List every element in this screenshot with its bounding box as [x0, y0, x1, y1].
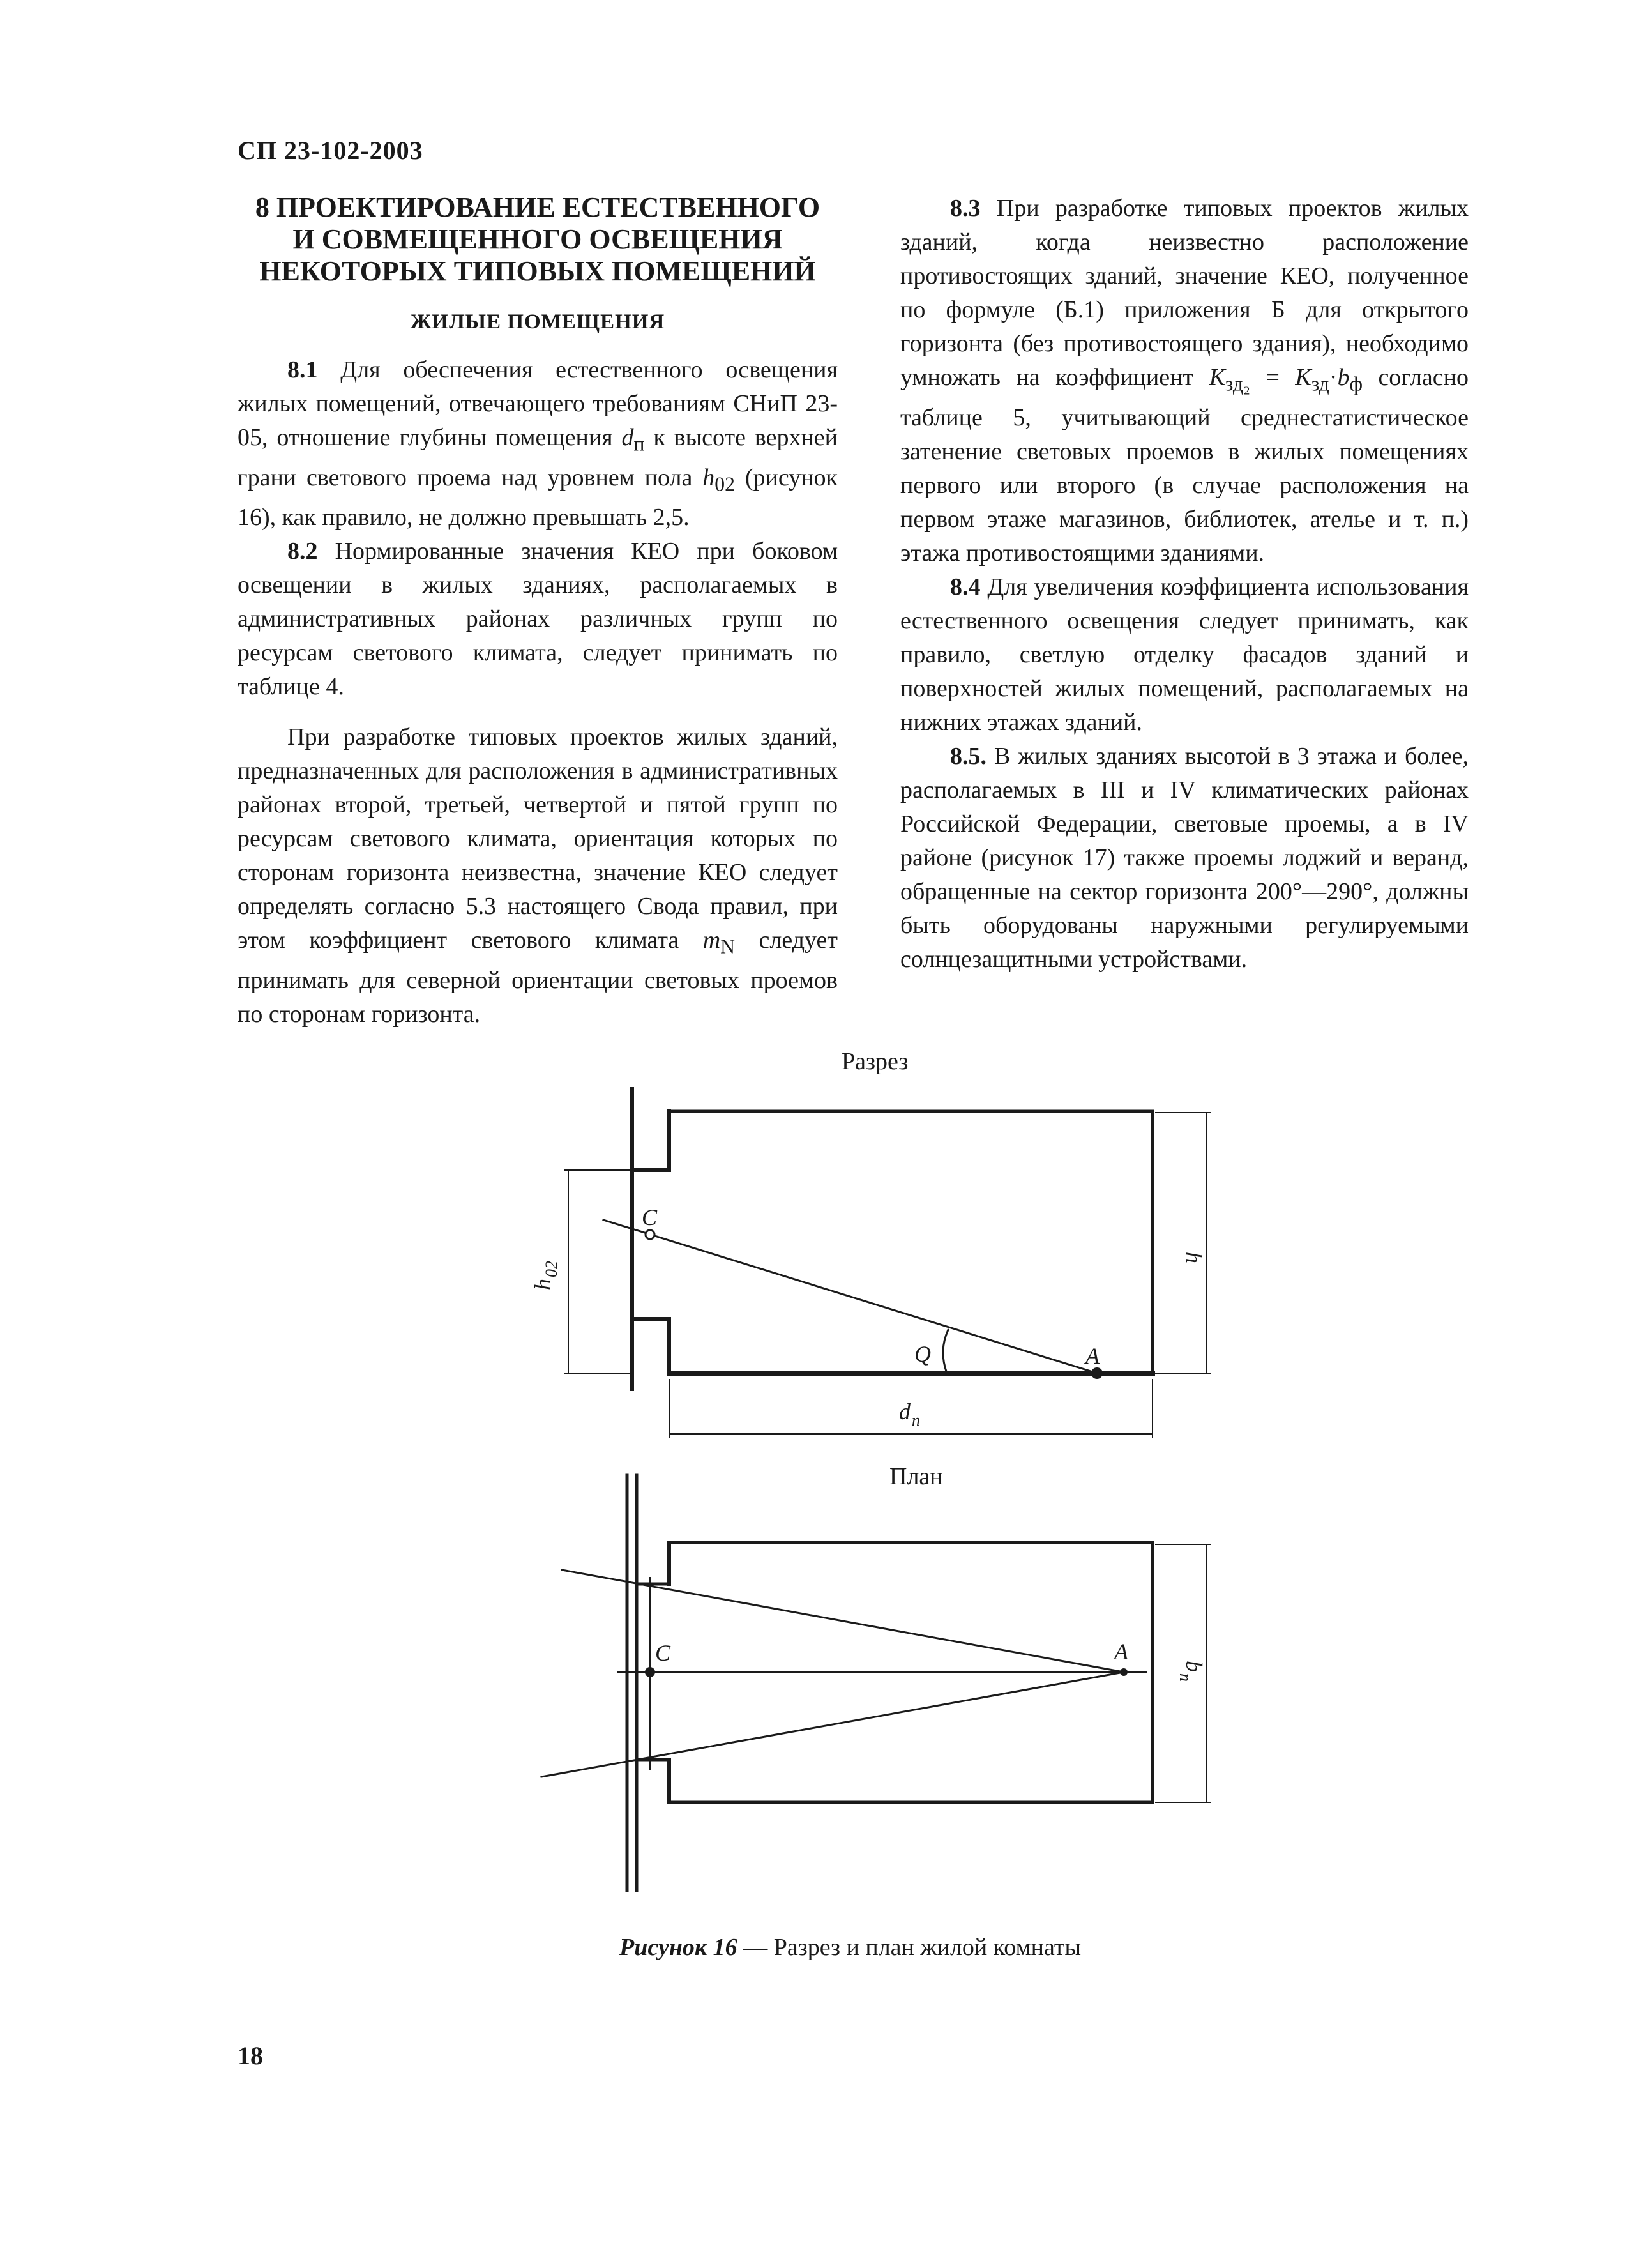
variable: m — [702, 927, 721, 954]
variable-subscript: зд — [1311, 372, 1329, 395]
paragraph-number: 8.5. — [950, 742, 986, 770]
label-h: h — [1181, 1252, 1207, 1263]
subsection-title: ЖИЛЫЕ ПОМЕЩЕНИЯ — [410, 310, 665, 333]
variable: b — [1337, 364, 1350, 391]
paragraph-text: Для обеспечения естественного освещения жилых помещений, отвечающего требованиям СНиП 23-05, отношение глубины помещения — [238, 356, 838, 451]
variable: h — [702, 464, 715, 491]
paragraph-text: Нормированные значения КЕО при боковом освещении в жилых зданиях, располагаемых в административных районах различных групп по ресурсам светового климата, следует принимать по таблице 4. — [238, 538, 838, 701]
equals-sign: = — [1250, 364, 1296, 391]
variable-subscript: N — [720, 935, 736, 958]
label-a-section: A — [1085, 1343, 1100, 1369]
label-q: Q — [914, 1341, 931, 1367]
label-c-plan: C — [655, 1640, 671, 1666]
paragraph-text: (рисунок 16), как правило, не должно превышать 2,5. — [238, 464, 838, 531]
label-h02 — [530, 1261, 561, 1290]
label-a-plan: A — [1114, 1639, 1128, 1664]
paragraph-text: Для увеличения коэффициента использования естественного освещения следует принимать, как правило, светлую отделку фасадов зданий и поверхностей жилых помещений, располагаемых на нижних этажах зданий. — [900, 573, 1469, 736]
point-a-plan — [1120, 1668, 1128, 1676]
plan-sight-line-lower — [541, 1672, 1124, 1777]
label-dp: d — [899, 1399, 911, 1424]
plan-sight-line-upper — [562, 1570, 1124, 1672]
label-dp-subscript: п — [912, 1411, 920, 1429]
variable: K — [1295, 364, 1311, 391]
label-bp-subscript: п — [1176, 1673, 1195, 1682]
document-code: СП 23-102-2003 — [238, 136, 423, 165]
paragraph-number: 8.2 — [287, 538, 318, 565]
paragraph-number: 8.3 — [950, 195, 981, 222]
label-h02-main: h — [530, 1279, 556, 1290]
figure-caption-lead: Рисунок 16 — [619, 1934, 737, 1961]
paragraph-text: согласно таблице 5, учитывающий среднестатистическое затенение световых проемов в жилых помещениях первого или второго (в случае расположения на первом этаже магазинов, библиотек, ателье и т. п.) этажа противостоящими зданиями. — [900, 364, 1469, 567]
point-c-plan — [645, 1667, 655, 1677]
plan-drawing — [541, 1475, 1210, 1891]
section-title-line-3: НЕКОТОРЫХ ТИПОВЫХ ПОМЕЩЕНИЙ — [259, 255, 816, 287]
variable: K — [1209, 364, 1225, 391]
label-bp — [1176, 1661, 1207, 1682]
section-title-line-1: 8 ПРОЕКТИРОВАНИЕ ЕСТЕСТВЕННОГО — [255, 192, 820, 223]
point-a-section — [1091, 1367, 1103, 1379]
paragraph-number: 8.1 — [287, 356, 318, 383]
point-c-section — [646, 1230, 654, 1239]
label-bp-main: b — [1181, 1661, 1207, 1672]
section-sight-line — [603, 1220, 1097, 1373]
variable-subscript: 02 — [714, 473, 735, 496]
paragraph-text: следует принимать для северной ориентации световых проемов по сторонам горизонта. — [238, 927, 838, 1028]
figure-caption-text: — Разрез и план жилой комнаты — [737, 1934, 1081, 1961]
section-view-label: Разрез — [842, 1048, 909, 1075]
variable: d — [621, 424, 634, 451]
figure-caption — [619, 1933, 1081, 1961]
section-drawing — [565, 1089, 1210, 1437]
variable-subscript: ф — [1349, 372, 1363, 395]
section-title-line-2: И СОВМЕЩЕННОГО ОСВЕЩЕНИЯ — [292, 224, 783, 255]
label-c-section: C — [642, 1205, 658, 1230]
paragraph-text: При разработке типовых проектов жилых зданий, предназначенных для расположения в административных районах второй, третьей, четвертой и пятой групп по ресурсам светового климата, ориентация которых по сторонам горизонта неизвестна, значение КЕО следует определять согласно 5.3 настоящего Свода правил, при этом коэффициент светового климата — [238, 724, 838, 954]
variable-subscript: зд₂ — [1225, 372, 1250, 395]
label-h02-subscript: 02 — [542, 1261, 561, 1277]
paragraph-text: к высоте верхней грани светового проема над уровнем пола — [238, 424, 838, 491]
paragraph-text: При разработке типовых проектов жилых зданий, когда неизвестно расположение противостоящих зданий, значение КЕО, полученное по формуле (Б.1) приложения Б для открытого горизонта (без противостоящего здания), необходимо умножать на коэффициент — [900, 195, 1469, 391]
angle-arc-q — [943, 1330, 948, 1373]
plan-view-label: План — [889, 1463, 943, 1490]
variable-subscript: п — [633, 432, 645, 455]
paragraph-number: 8.4 — [950, 573, 981, 600]
multiply-dot: · — [1329, 364, 1338, 391]
page-number: 18 — [238, 2041, 263, 2070]
paragraph-text: В жилых зданиях высотой в 3 этажа и более, располагаемых в III и IV климатических районах Российской Федерации, световые проемы, а в IV районе (рисунок 17) также проемы лоджий и веранд, обращенные на сектор горизонта 200°—290°, должны быть оборудованы наружными регулируемыми солнцезащитными устройствами. — [900, 742, 1469, 973]
